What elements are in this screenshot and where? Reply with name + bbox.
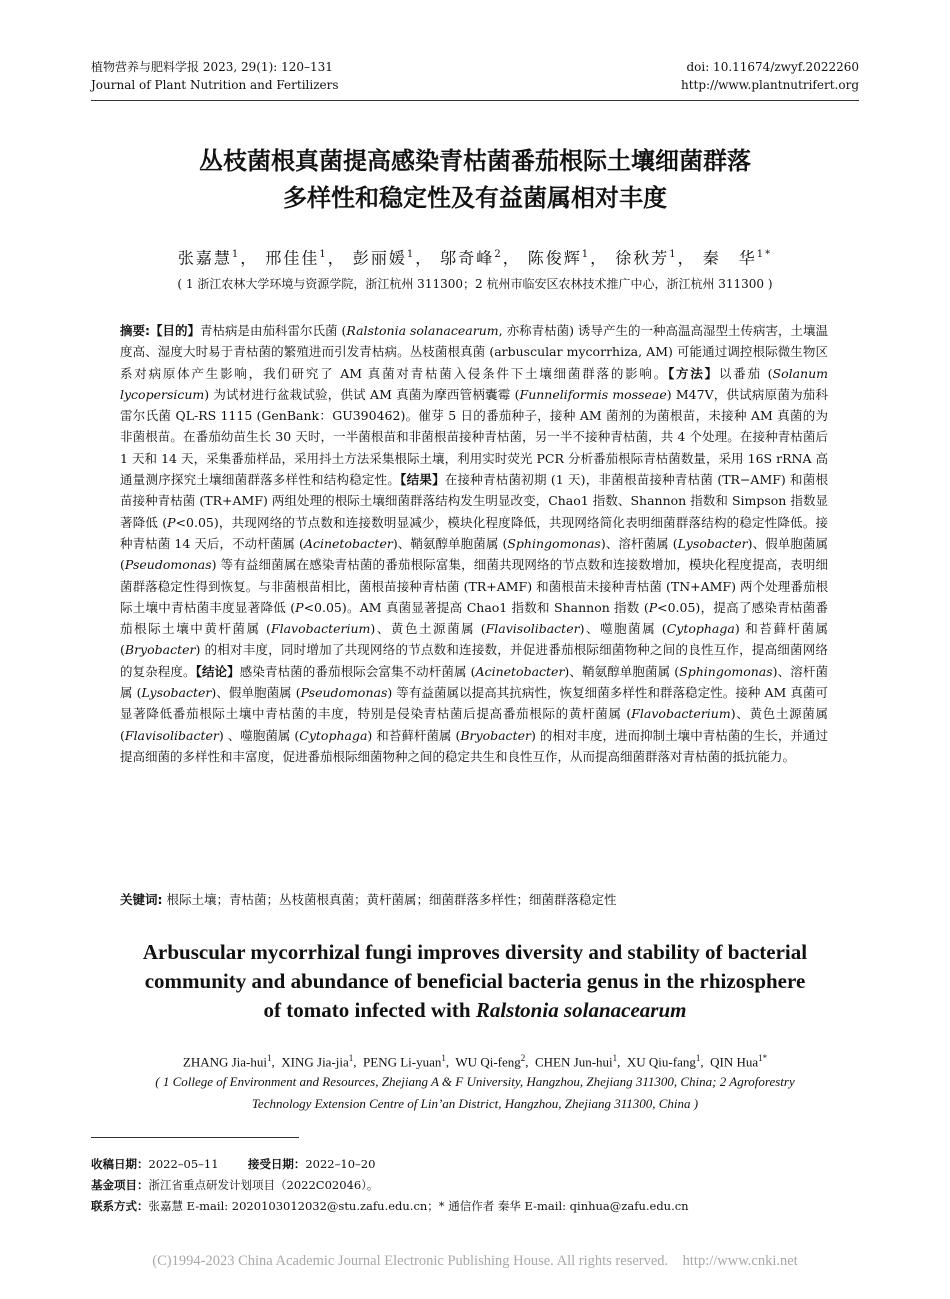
abstract-text: ) 和苔藓杆菌属 ( — [367, 727, 461, 743]
p-value-symbol: P — [648, 599, 658, 615]
received-date: 2022–05–11 — [148, 1157, 219, 1171]
footnote-dates — [91, 1155, 871, 1173]
genus-name: Flavisolibacter — [485, 621, 580, 637]
author-sup: 2 — [520, 1053, 526, 1063]
abstract-text: )、溶杆菌属 ( — [600, 535, 678, 551]
author-cn: 秦 华 — [702, 248, 757, 268]
genus-name: Lysobacter — [677, 535, 748, 551]
method-label: 【方法】 — [668, 365, 719, 381]
footnote-rule — [91, 1137, 299, 1138]
author-en: WU Qi-feng — [455, 1054, 521, 1070]
genus-name: Sphingomonas — [507, 535, 601, 551]
abstract-text: )、噬胞菌属 ( — [579, 621, 667, 637]
author-en: ZHANG Jia-hui — [182, 1054, 268, 1070]
title-en-line2: community and abundance of beneficial bacteria genus in the rhizosphere — [144, 969, 806, 993]
header-rule — [91, 100, 859, 101]
affiliation-en — [100, 1071, 850, 1115]
received-label: 收稿日期： — [91, 1157, 149, 1171]
author-sup: 1* — [756, 249, 773, 260]
author-sup: 1 — [669, 249, 678, 260]
p-value-symbol: P — [167, 514, 176, 530]
author-sup: 1 — [581, 249, 591, 260]
author-sup: 1 — [231, 249, 241, 260]
species-name: Solanum lycopersicum — [120, 365, 828, 402]
abstract-text: 以番茄 ( — [718, 365, 773, 381]
fund-text: 浙江省重点研发计划项目（2022C02046）。 — [148, 1178, 379, 1192]
accepted-date: 2022–10–20 — [305, 1157, 376, 1171]
keywords-label: 关键词: — [120, 892, 163, 907]
abstract-text: ) 等有益细菌属在感染青枯菌的番茄根际富集，细菌共现网络的节点数和连接数增加，模块化程度提高，表明细菌群落稳定性得到恢复。与非菌根苗相比，菌根苗接种青枯菌 (TR+AMF) 和菌根苗未接种青枯菌 (TN+AMF) 两个处理番茄根际土壤中青枯菌丰度显著降低 ( — [120, 557, 828, 615]
abstract-text: , 亦称青枯菌) 诱导产生的一种高温高湿型土传病害，土壤温度高、湿度大时易于青枯菌的繁殖进而引发青枯病。丛枝菌根真菌 (arbuscular mycorrhiza, AM) 可能通过调控根际微生物区系对病原体产生影响，我们研究了 AM 真菌对青枯菌入侵条件下土壤细菌群落的影响。 — [120, 323, 828, 381]
title-en-text: of tomato infected with — [263, 998, 471, 1022]
genus-name: Sphingomonas — [679, 663, 773, 679]
author-en: CHEN Jun-hui — [535, 1054, 613, 1070]
title-cn-line1: 丛枝菌根真菌提高感染青枯菌番茄根际土壤细菌群落 — [199, 147, 751, 175]
abstract-text: <0.05)，共现网络的节点数和连接数明显减少，模块化程度降低，共现网络简化表明细菌群落结构的稳定性降低。接种青枯菌 14 天后，不动杆菌属 ( — [120, 514, 828, 551]
journal-name-en: Journal of Plant Nutrition and Fertilizers — [91, 78, 339, 92]
abstract-text: )、鞘氨醇单胞菌属 ( — [564, 663, 680, 679]
abstract-text: ) M47V，供试病原菌为茄科雷尔氏菌 QL-RS 1115 (GenBank：GU390462)。催芽 5 日的番茄种子，接种 AM 菌剂的为菌根苗，未接种 AM 真菌的为非菌根苗。在番茄幼苗生长 30 天时，一半菌根苗和非菌根苗接种青枯菌，另一半不接种青枯菌，共 4 个处理。在接种青枯菌后 1 天和 14 天，采集番茄样品，采用抖土方法采集根际土壤，利用实时荧光 PCR 分析番茄根际青枯菌数量，采用 16S rRNA 高通量测序探究土壤细菌群落多样性和结构稳定性。 — [120, 386, 828, 488]
author-sup: 1 — [319, 249, 328, 260]
author-cn: 彭丽媛 — [352, 248, 407, 268]
author-sup: 1 — [267, 1053, 272, 1063]
accepted-label: 接受日期： — [247, 1157, 306, 1171]
genus-name: Flavisolibacter — [124, 727, 219, 743]
contact-text: 张嘉慧 E-mail: 2020103012032@stu.zafu.edu.cn；* 通信作者 秦华 E-mail: qinhua@zafu.edu.cn — [148, 1199, 689, 1213]
abstract-text: )、假单胞菌属 ( — [120, 535, 828, 573]
abstract-text: 青枯病是由茄科雷尔氏菌 ( — [200, 323, 347, 338]
title-en-line1: Arbuscular mycorrhizal fungi improves diversity and stability of bacterial — [142, 940, 808, 964]
genus-name: Acinetobacter — [475, 663, 565, 679]
abstract-text: ) 等有益菌属以提高其抗病性，恢复细菌多样性和群落稳定性。接种 AM 真菌可显著降低番茄根际土壤中青枯菌的丰度，特别是侵染青枯菌后提高番茄根际的黄杆菌属 ( — [120, 685, 828, 722]
author-sup: 2 — [494, 249, 503, 260]
abstract-text: )、鞘氨醇单胞菌属 ( — [392, 535, 508, 551]
affiliation-cn: ( 1 浙江农林大学环境与资源学院，浙江杭州 311300；2 杭州市临安区农林技术推广中心，浙江杭州 311300 ) — [177, 277, 773, 291]
authors-cn: 张嘉慧$^1$， 邢佳佳$^1$， 彭丽媛$^1$， 邬奇峰$^2$， 陈俊辉$^1$， 徐秋芳$^1$， 秦 华$^{1*}$ — [177, 248, 773, 268]
abstract-text: )、黄色土源菌属 ( — [370, 621, 486, 637]
genus-name: Lysobacter — [141, 685, 212, 701]
keywords-text: 根际土壤；青枯菌；丛枝菌根真菌；黄杆菌属；细菌群落多样性；细菌群落稳定性 — [166, 892, 617, 907]
genus-name: Flavobacterium — [270, 621, 371, 637]
genus-name: Pseudomonas — [300, 685, 388, 701]
footnote-contact — [91, 1197, 871, 1215]
author-en: XING Jia-jia — [281, 1054, 349, 1070]
abstract-text: )、假单胞菌属 ( — [211, 685, 301, 701]
keywords — [120, 890, 828, 910]
abstract-text: ) 的相对丰度，进而抑制土壤中青枯菌的生长，并通过提高细菌的多样性和丰富度，促进番茄根际细菌物种之间的稳定共生和良性互作，从而提高细菌群落对青枯菌的抵抗能力。 — [120, 727, 828, 764]
genus-name: Bryobacter — [460, 727, 531, 743]
author-en: XU Qiu-fang — [626, 1054, 696, 1070]
author-cn: 徐秋芳 — [615, 248, 670, 268]
result-label: 【结果】 — [400, 472, 445, 488]
objective-label: 【目的】 — [150, 323, 201, 338]
genus-name: Acinetobacter — [303, 535, 393, 551]
abstract-text: ) 的相对丰度，同时增加了共现网络的节点数和连接数，并促进番茄根际细菌物种之间的良性互作，提高细菌网络的复杂程度。 — [120, 642, 828, 679]
contact-label: 联系方式： — [91, 1199, 149, 1213]
footnote-fund — [91, 1176, 871, 1194]
abstract-text: ) 为试材进行盆栽试验，供试 AM 真菌为摩西管柄囊霉 ( — [204, 386, 520, 402]
species-name: Ralstonia solanacearum — [475, 998, 687, 1022]
journal-citation-cn: 植物营养与肥料学报 2023, 29(1): 120–131 — [91, 60, 333, 74]
author-sup: 1* — [758, 1053, 768, 1063]
abstract-text: 感染青枯菌的番茄根际会富集不动杆菌属 ( — [239, 663, 476, 679]
journal-url[interactable]: http://www.plantnutrifert.org — [680, 78, 859, 92]
affiliation-en-line2: Technology Extension Centre of Lin’an District, Hangzhou, Zhejiang 311300, China ) — [251, 1096, 699, 1111]
author-cn: 张嘉慧 — [177, 248, 232, 268]
abstract-text: ) 和苔藓杆菌属 ( — [120, 621, 828, 658]
abstract-cn — [120, 320, 828, 767]
abstract-text: <0.05)，提高了感染青枯菌番茄根际土壤中黄杆菌属 ( — [120, 599, 829, 637]
genus-name: Bryobacter — [124, 642, 196, 658]
author-sup: 1 — [612, 1053, 618, 1063]
genus-name: Flavobacterium — [631, 706, 731, 722]
species-name: Ralstonia solanacearum — [346, 323, 499, 338]
author-cn: 邢佳佳 — [265, 248, 320, 268]
abstract-text: )、溶杆菌属 ( — [120, 663, 828, 701]
author-sup: 1 — [441, 1053, 446, 1063]
species-name: Funneliformis mosseae — [519, 386, 667, 402]
affiliation-en-line1: ( 1 College of Environment and Resources, Zhejiang A & F University, Hangzhou, Zhejiang 311300, China; 2 Agroforestry — [155, 1074, 795, 1089]
authors-en: ZHANG Jia-hui$^1$, XING Jia-jia$^1$, PENG Li-yuan$^1$, WU Qi-feng$^2$, CHEN Jun-hui$^1$, XU Qiu-fang$^1$, QIN Hua$^{1*}$ — [182, 1053, 768, 1070]
title-en — [80, 938, 870, 1025]
author-en: QIN Hua — [710, 1054, 759, 1070]
author-en: PENG Li-yuan — [363, 1054, 442, 1070]
abstract-text: )、黄色土源菌属 ( — [120, 706, 828, 743]
abstract-text: 在接种青枯菌初期 (1 天)，非菌根苗接种青枯菌 (TR−AMF) 和菌根苗接种青枯菌 (TR+AMF) 两组处理的根际土壤细菌群落结构发生明显改变，Chao1 指数、Shannon 指数和 Simpson 指数显著降低 ( — [120, 472, 828, 530]
abstract-label: 摘要: — [120, 323, 151, 338]
copyright-watermark: (C)1994-2023 China Academic Journal Electronic Publishing House. All rights reserved. http://www.cnki.net — [152, 1253, 798, 1269]
conclusion-label: 【结论】 — [195, 663, 240, 679]
doi[interactable]: doi: 10.11674/zwyf.2022260 — [686, 60, 859, 74]
abstract-text: <0.05)。AM 真菌显著提高 Chao1 指数和 Shannon 指数 ( — [303, 599, 649, 615]
author-cn: 陈俊辉 — [527, 248, 582, 268]
author-sup: 1 — [406, 249, 416, 260]
author-cn: 邬奇峰 — [440, 248, 495, 268]
p-value-symbol: P — [295, 599, 304, 615]
genus-name: Cytophaga — [666, 621, 735, 637]
abstract-text: ) 、噬胞菌属 ( — [218, 727, 300, 743]
genus-name: Pseudomonas — [124, 557, 212, 573]
title-cn-line2: 多样性和稳定性及有益菌属相对丰度 — [283, 184, 667, 212]
author-sup: 1 — [695, 1053, 701, 1063]
fund-label: 基金项目： — [91, 1178, 149, 1192]
title-en-line3 — [80, 996, 870, 1025]
genus-name: Cytophaga — [299, 727, 368, 743]
title-cn — [60, 143, 890, 217]
author-sup: 1 — [348, 1053, 354, 1063]
